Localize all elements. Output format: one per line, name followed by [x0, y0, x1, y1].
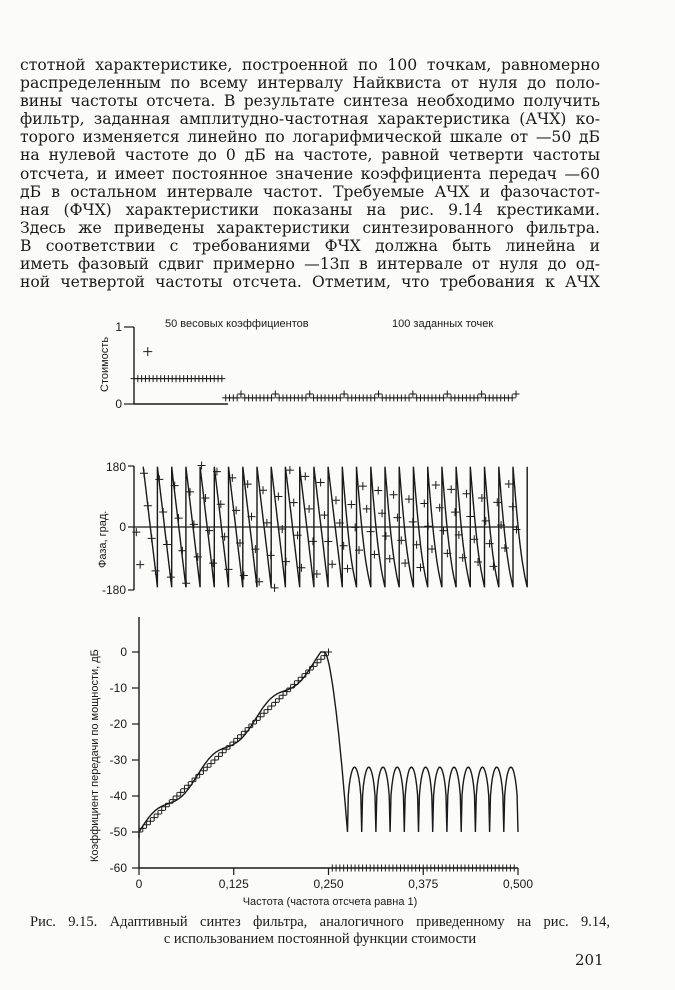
mag-marker	[276, 695, 283, 702]
phase-marker	[198, 461, 206, 469]
phase-marker	[309, 537, 317, 545]
mag-marker	[511, 865, 518, 872]
cost-ytick-label: 0	[115, 397, 122, 411]
phase-plot	[97, 460, 527, 597]
cost-ytick-label: 1	[115, 320, 122, 334]
mag-synthesized-line	[139, 652, 518, 838]
mag-xtick-label: 0,375	[408, 877, 439, 891]
phase-marker	[370, 550, 378, 558]
phase-marker	[390, 491, 398, 499]
mag-marker	[291, 681, 298, 688]
phase-marker	[159, 508, 167, 516]
mag-ytick-label: -10	[109, 681, 127, 695]
phase-marker	[209, 559, 217, 567]
text-line: вины частоты отсчета. В результате синтеза необходимо получить	[20, 92, 600, 111]
cost-marker	[268, 394, 275, 401]
cost-annotation: 50 весовых коэффициентов	[165, 318, 309, 330]
phase-synthesized-line	[143, 467, 527, 588]
phase-marker	[432, 481, 440, 489]
phase-marker	[297, 564, 305, 572]
mag-marker	[264, 706, 271, 713]
phase-marker	[144, 502, 152, 510]
mag-xtick-label: 0,500	[502, 877, 534, 891]
mag-ylabel: Коэффициент передачи по мощности, дБ	[89, 649, 101, 862]
text-line: ная (ФЧХ) характеристики показаны на рис. 9.14 крестиками.	[20, 200, 600, 219]
cost-marker	[474, 394, 481, 401]
mag-marker	[287, 685, 294, 692]
text-line: иметь фазовый сдвиг примерно —13π в интервале от нуля до од-	[20, 255, 600, 274]
mag-marker	[298, 674, 305, 681]
phase-ytick-label: -180	[101, 583, 126, 597]
text-line: торого изменяется линейно по логарифмической шкале от —50 дБ	[20, 128, 600, 147]
phase-marker	[347, 501, 355, 509]
cost-marker	[409, 390, 416, 397]
mag-marker	[200, 767, 207, 774]
phase-marker	[474, 558, 482, 566]
phase-marker	[301, 472, 309, 480]
phase-marker	[363, 505, 371, 513]
mag-marker	[317, 656, 324, 663]
phase-ylabel: Фаза, град.	[97, 510, 109, 568]
phase-marker	[182, 579, 190, 587]
phase-marker	[167, 573, 175, 581]
text-line: стотной характеристике, построенной по 100 точкам, равномерно	[20, 56, 600, 74]
phase-ytick-label: 180	[105, 460, 126, 474]
mag-ytick-label: -50	[109, 825, 127, 839]
phase-marker	[386, 555, 394, 563]
cost-marker	[302, 394, 309, 401]
mag-xtick-label: 0,125	[218, 877, 249, 891]
phase-marker	[340, 542, 348, 550]
mag-marker	[238, 731, 245, 738]
figure-caption	[30, 914, 610, 948]
phase-marker	[440, 527, 448, 535]
text-line: фильтр, заданная амплитудно-частотная характеристика (АЧХ) ко-	[20, 110, 600, 129]
phase-marker	[163, 541, 171, 549]
phase-marker	[505, 480, 513, 488]
cost-marker	[234, 394, 241, 401]
cost-marker	[337, 394, 344, 401]
mag-marker	[185, 782, 192, 789]
phase-marker	[493, 498, 501, 506]
phase-marker	[328, 560, 336, 568]
mag-marker	[230, 739, 237, 746]
phase-marker	[305, 505, 313, 513]
cost-marker	[440, 394, 447, 401]
mag-xtick-label: 0	[135, 877, 143, 891]
phase-marker	[463, 490, 471, 498]
phase-marker	[466, 512, 474, 520]
phase-marker	[155, 475, 163, 483]
cost-marker	[509, 394, 516, 401]
mag-ytick-label: -20	[109, 717, 127, 731]
mag-marker	[310, 663, 317, 670]
cost-marker	[237, 390, 244, 397]
phase-marker	[186, 488, 194, 496]
mag-marker	[151, 814, 158, 821]
phase-ytick-label: 0	[119, 520, 126, 534]
mag-marker	[170, 796, 177, 803]
phase-marker	[140, 469, 148, 477]
mag-marker	[166, 800, 173, 807]
cost-annotation: 100 заданных точек	[392, 318, 494, 330]
mag-marker	[143, 821, 150, 828]
phase-marker	[501, 544, 509, 552]
phase-marker	[367, 528, 375, 536]
phase-marker	[152, 567, 160, 575]
cost-marker	[371, 394, 378, 401]
mag-marker	[272, 699, 279, 706]
cost-marker	[513, 390, 520, 397]
cost-ylabel: Стоимость	[99, 336, 111, 392]
cost-markers	[131, 347, 520, 401]
cost-plot	[99, 318, 520, 411]
mag-marker	[268, 703, 275, 710]
phase-marker	[397, 536, 405, 544]
cost-marker	[143, 347, 152, 356]
cost-marker	[406, 394, 413, 401]
caption-line: Рис. 9.15. Адаптивный синтез фильтра, аналогичного приведенному на рис. 9.14,	[30, 914, 610, 930]
mag-ytick-label: -30	[109, 753, 127, 767]
cost-marker	[218, 375, 225, 382]
phase-marker	[382, 532, 390, 540]
phase-marker	[374, 486, 382, 494]
phase-marker	[178, 547, 186, 555]
phase-marker	[489, 562, 497, 570]
cost-marker	[306, 390, 313, 397]
mag-marker	[226, 742, 233, 749]
text-line: дБ в остальном интервале частот. Требуемые АЧХ и фазочастот-	[20, 182, 600, 201]
phase-marker	[393, 514, 401, 522]
phase-marker	[351, 523, 359, 531]
phase-marker	[359, 482, 367, 490]
mag-xlabel: Частота (частота отсчета равна 1)	[242, 896, 418, 908]
mag-marker	[242, 728, 249, 735]
mag-marker	[208, 760, 215, 767]
cost-marker	[444, 390, 451, 397]
page-number: 201	[575, 951, 604, 969]
phase-marker	[136, 561, 144, 569]
mag-desired-markers	[136, 649, 518, 872]
text-line: ной четвертой частоты отсчета. Отметим, что требования к АЧХ	[20, 273, 600, 292]
text-line: на нулевой частоте до 0 дБ на частоте, равной четверти частоты	[20, 146, 600, 165]
cost-marker	[478, 390, 485, 397]
mag-xtick-label: 0,250	[313, 877, 344, 891]
phase-marker	[317, 479, 325, 487]
phase-marker	[332, 496, 340, 504]
phase-marker	[324, 537, 332, 545]
cost-marker	[375, 390, 382, 397]
cost-marker	[272, 390, 279, 397]
mag-marker	[154, 811, 161, 818]
phase-marker	[201, 494, 209, 502]
mag-marker	[211, 757, 218, 764]
phase-marker	[175, 514, 183, 522]
mag-ytick-label: 0	[120, 645, 127, 659]
phase-marker	[447, 485, 455, 493]
phase-marker	[409, 518, 417, 526]
phase-marker	[320, 511, 328, 519]
cost-marker	[341, 390, 348, 397]
phase-marker	[205, 527, 213, 535]
phase-marker	[451, 508, 459, 516]
phase-marker	[344, 565, 352, 573]
text-line: Здесь же приведены характеристики синтезированного фильтра.	[20, 218, 600, 237]
phase-marker	[290, 499, 298, 507]
text-line: распределенным по всему интервалу Найквиста от нуля до поло-	[20, 74, 600, 93]
phase-marker	[424, 522, 432, 530]
mag-marker	[136, 829, 143, 836]
text-line: В соответствии с требованиями ФЧХ должна быть линейна и	[20, 236, 600, 255]
magnitude-plot	[89, 617, 533, 908]
text-line: отсчета, и имеет постоянное значение коэффициента передач —60	[20, 164, 600, 183]
phase-marker	[286, 466, 294, 474]
mag-ytick-label: -60	[109, 861, 127, 875]
mag-marker	[234, 735, 241, 742]
phase-marker	[148, 534, 156, 542]
caption-line: с использованием постоянной функции стоимости	[163, 931, 477, 947]
mag-marker	[215, 753, 222, 760]
mag-marker	[295, 677, 302, 684]
mag-marker	[253, 717, 260, 724]
mag-ytick-label: -40	[109, 789, 127, 803]
phase-marker	[405, 495, 413, 503]
